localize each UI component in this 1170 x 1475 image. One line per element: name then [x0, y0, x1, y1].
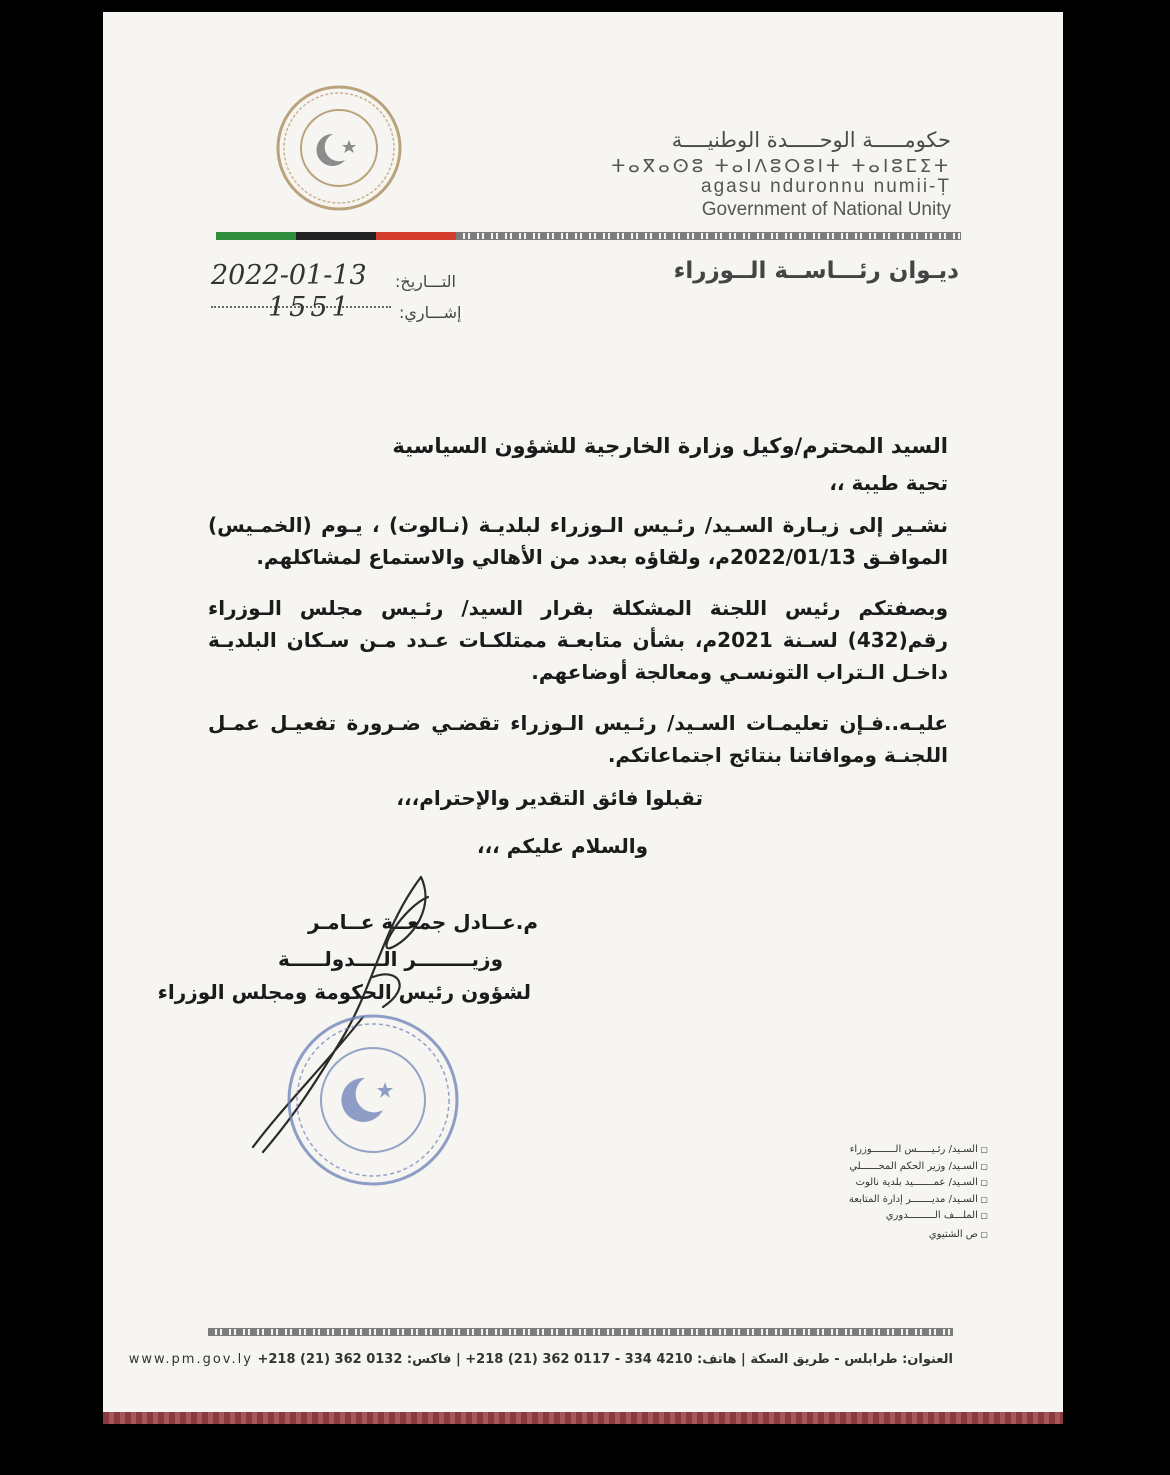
greeting-line: تحية طيبة ،، [829, 471, 948, 495]
peace-line: والسلام عليكم ،،، [476, 834, 648, 858]
cc-item: ▢ السـيد/ عمـــــــيد بلدية نالوت [788, 1175, 988, 1192]
cc-initials: ▢ ص الشتيوي [788, 1227, 988, 1244]
header-chain-divider [456, 232, 961, 240]
closing-line: تقبلوا فائق التقدير والإحترام،،، [396, 786, 703, 810]
official-stamp [283, 1010, 463, 1190]
paragraph-instructions: عليـه..فـإن تعليمـات السـيد/ رئـيس الـوزراء تقضـي ضـرورة تفعيـل عمـل اللجنـة وموافاتنا بنتائج اجتماعاتكم. [208, 711, 948, 767]
english-government-name: Government of National Unity [701, 199, 951, 220]
reference-label: إشـــاري: [399, 303, 462, 322]
cc-list [788, 1142, 988, 1243]
cc-item: ▢ السـيد/ وزير الحكم المحــــــلي [788, 1159, 988, 1176]
government-seal-logo [275, 84, 403, 212]
cc-item: ▢ السـيد/ رئـيـــــس الــــــــوزراء [788, 1142, 988, 1159]
footer-fax: فاكس: 0132 362 (21) 218+ [257, 1352, 452, 1367]
signatory-department: لشؤون رئيس الحكومة ومجلس الوزراء [157, 980, 531, 1004]
footer-chain-divider [208, 1328, 953, 1336]
footer-phone: هاتف: 4210 334 - 0117 362 (21) 218+ [465, 1352, 737, 1367]
flag-stripe-black [296, 232, 376, 240]
footer-website: www.pm.gov.ly [128, 1352, 253, 1367]
flag-stripe-green [216, 232, 296, 240]
footer-contact-line: العنوان: طرابلس - طريق السكة | هاتف: 4210 334 - 0117 362 (21) 218+ | فاكس: 0132 362 (21) 218+ www.pm.gov.ly [128, 1352, 953, 1367]
flag-color-stripe [216, 232, 456, 240]
date-label: التـــاريخ: [395, 272, 456, 291]
cc-item: ▢ الملـــف الـــــــــدوري [788, 1208, 988, 1225]
signatory-name: م.عــادل جمعــة عــامـر [307, 910, 538, 934]
arabic-government-name: حكومـــــة الوحـــــدة الوطنيــــة [671, 128, 951, 152]
page-bottom-border [103, 1412, 1063, 1424]
addressee-line: السيد المحترم/وكيل وزارة الخارجية للشؤون السياسية [392, 434, 948, 458]
reference-value: 1551 [268, 292, 353, 323]
signatory-title: وزيــــــــر الــــدولـــــة [277, 947, 503, 971]
amazigh-latin-government-name: agasu nduronnu numii-Ṭ [701, 176, 951, 197]
flag-stripe-red [376, 232, 456, 240]
footer-address: العنوان: طرابلس - طريق السكة [750, 1352, 953, 1367]
paragraph-visit: نشـير إلى زيـارة السـيد/ رئـيس الـوزراء لبلديـة (نـالوت) ، يـوم (الخمـيس) الموافـق 2022/01/13م، ولقاؤه بعدد من الأهالي والاستماع لمشاكلهم. [208, 513, 948, 569]
letter-page [103, 12, 1063, 1424]
office-name: ديـوان رئـــاســة الــوزراء [673, 258, 959, 284]
tifinagh-government-name: ⵜⴰⴳⴰⵙⵓ ⵜⴰⵏⴷⵓⵔⵓⵏⵜ ⵜⴰⵏⵓⵎⵉⵜ [611, 156, 951, 177]
paragraph-committee: وبصفتكم رئيس اللجنة المشكلة بقرار السيد/ رئـيس مجلس الـوزراء رقم(432) لسـنة 2021م، بشأن متابعـة ممتلكـات عـدد مـن سـكان البلديـة داخـل الـتراب التونسـي ومعالجة أوضاعهم. [208, 596, 948, 684]
cc-item: ▢ السـيد/ مديـــــــر إدارة المتابعة [788, 1192, 988, 1209]
date-value: 2022-01-13 [211, 260, 367, 291]
